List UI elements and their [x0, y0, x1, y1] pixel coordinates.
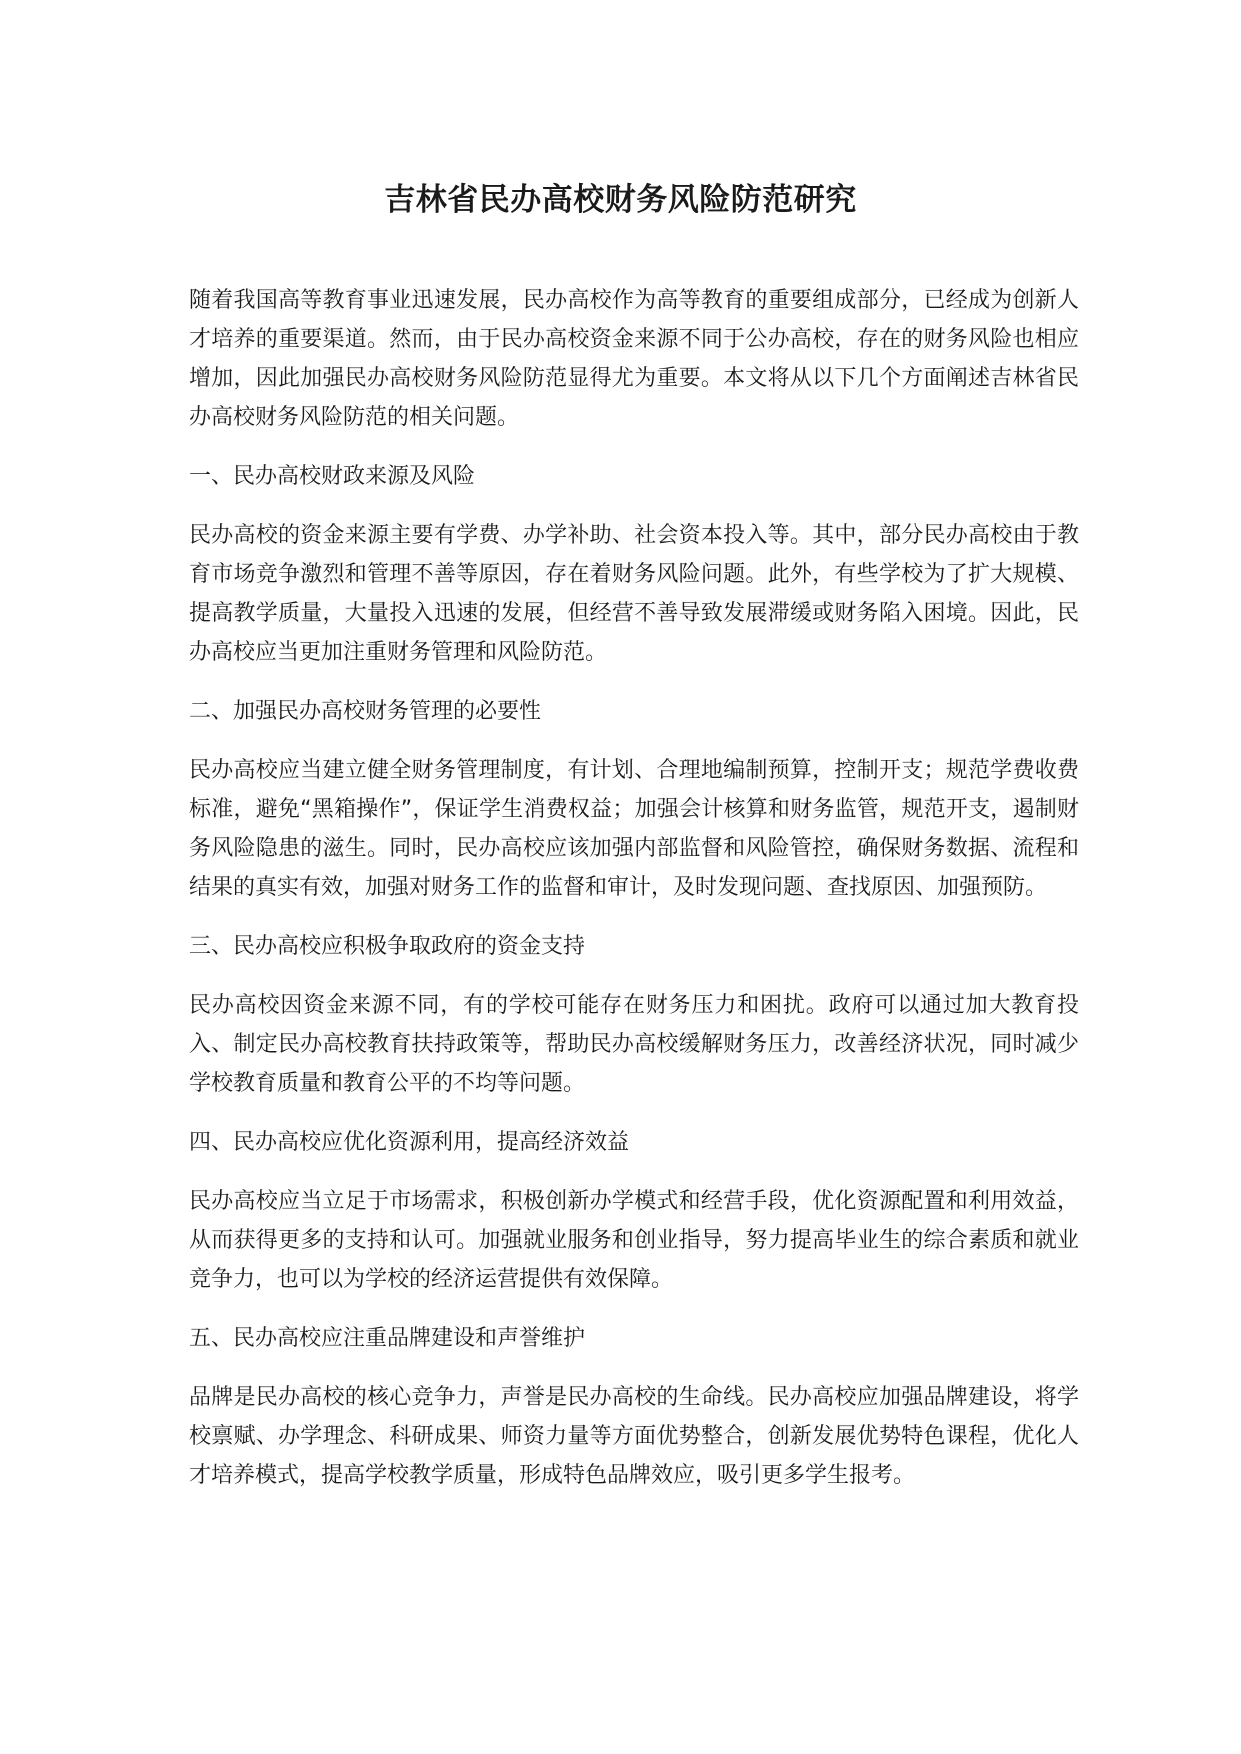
section-body-1: 民办高校的资金来源主要有学费、办学补助、社会资本投入等。其中，部分民办高校由于教育市场竞争激烈和管理不善等原因，存在着财务风险问题。此外，有些学校为了扩大规模、提高教学质量，大量投入迅速的发展，但经营不善导致发展滞缓或财务陷入困境。因此，民办高校应当更加注重财务管理和风险防范。: [189, 523, 1079, 665]
intro-paragraph: 随着我国高等教育事业迅速发展，民办高校作为高等教育的重要组成部分，已经成为创新人才培养的重要渠道。然而，由于民办高校资金来源不同于公办高校，存在的财务风险也相应增加，因此加强民办高校财务风险防范显得尤为重要。本文将从以下几个方面阐述吉林省民办高校财务风险防范的相关问题。: [189, 288, 1079, 430]
section-body-2: 民办高校应当建立健全财务管理制度，有计划、合理地编制预算，控制开支；规范学费收费标准，避免“黑箱操作”，保证学生消费权益；加强会计核算和财务监管，规范开支，遏制财务风险隐患的滋生。同时，民办高校应该加强内部监督和风险管控，确保财务数据、流程和结果的真实有效，加强对财务工作的监督和审计，及时发现问题、查找原因、加强预防。: [189, 758, 1079, 900]
document-body: [189, 281, 1079, 1515]
section-body-3: 民办高校因资金来源不同，有的学校可能存在财务压力和困扰。政府可以通过加大教育投入、制定民办高校教育扶持政策等，帮助民办高校缓解财务压力，改善经济状况，同时减少学校教育质量和教育公平的不均等问题。: [189, 993, 1079, 1096]
section-heading-2: 二、加强民办高校财务管理的必要性: [189, 699, 542, 724]
section-heading-1: 一、民办高校财政来源及风险: [189, 464, 476, 489]
section-heading-5: 五、民办高校应注重品牌建设和声誉维护: [189, 1326, 586, 1351]
section-heading-3: 三、民办高校应积极争取政府的资金支持: [189, 934, 586, 959]
section-body-4: 民办高校应当立足于市场需求，积极创新办学模式和经营手段，优化资源配置和利用效益，从而获得更多的支持和认可。加强就业服务和创业指导，努力提高毕业生的综合素质和就业竞争力，也可以为学校的经济运营提供有效保障。: [189, 1189, 1079, 1292]
section-heading-4: 四、民办高校应优化资源利用，提高经济效益: [189, 1130, 630, 1155]
document-title: 吉林省民办高校财务风险防范研究: [384, 182, 857, 218]
section-body-5: 品牌是民办高校的核心竞争力，声誉是民办高校的生命线。民办高校应加强品牌建设，将学校禀赋、办学理念、科研成果、师资力量等方面优势整合，创新发展优势特色课程，优化人才培养模式，提高学校教学质量，形成特色品牌效应，吸引更多学生报考。: [189, 1385, 1079, 1488]
